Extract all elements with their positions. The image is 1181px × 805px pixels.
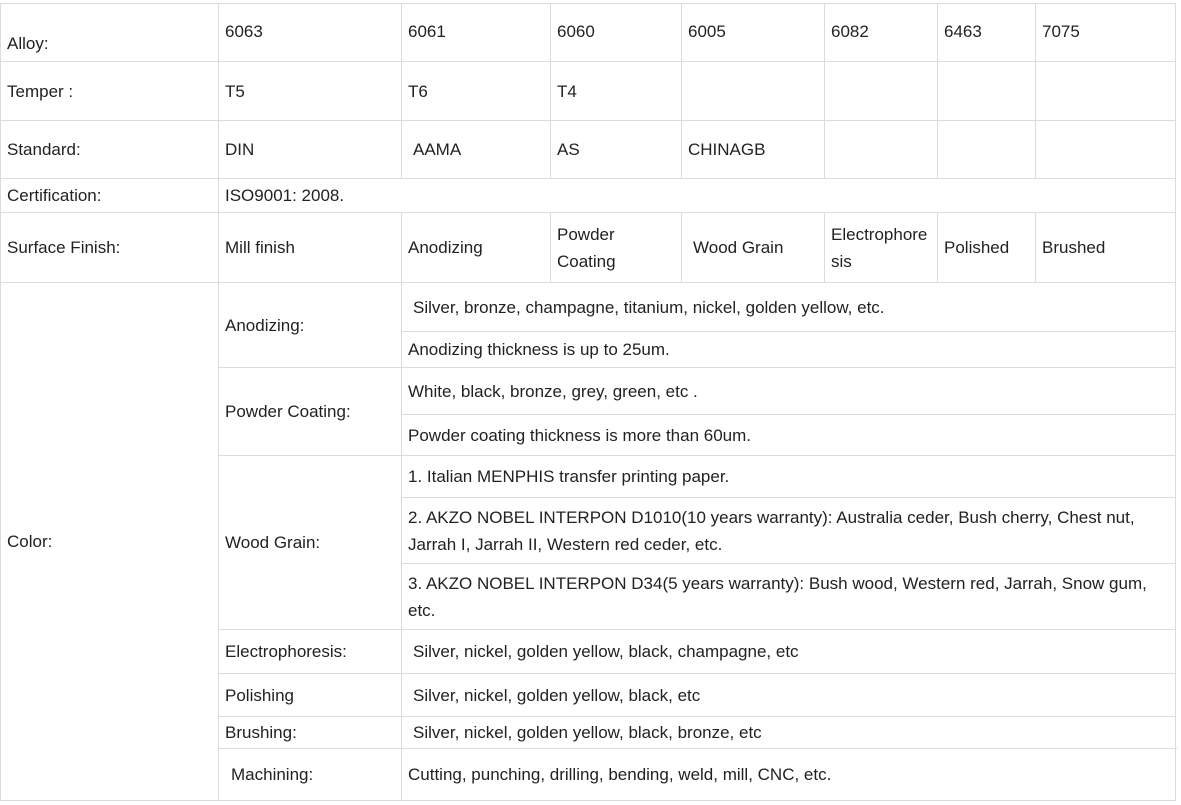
surface-finish-value: Powder Coating [551,213,682,283]
wood-grain-label: Wood Grain: [219,456,402,630]
powder-coating-thickness: Powder coating thickness is more than 60um. [402,415,1176,456]
polishing-label: Polishing [219,674,402,717]
anodizing-colors: Silver, bronze, champagne, titanium, nickel, golden yellow, etc. [402,283,1176,332]
temper-value: T5 [219,62,402,121]
polishing-value: Silver, nickel, golden yellow, black, etc [402,674,1176,717]
empty-cell [1036,121,1176,179]
standard-value: CHINAGB [682,121,825,179]
alloy-value: 6063 [219,4,402,62]
alloy-label: Alloy: [1,4,219,62]
certification-value: ISO9001: 2008. [219,179,1176,213]
temper-label: Temper : [1,62,219,121]
empty-cell [825,121,938,179]
color-label: Color: [1,283,219,801]
powder-coating-label: Powder Coating: [219,368,402,456]
color-anodizing-colors-row [1,283,1176,332]
standard-value: AS [551,121,682,179]
temper-row [1,62,1176,121]
surface-finish-label: Surface Finish: [1,213,219,283]
empty-cell [682,62,825,121]
alloy-value: 7075 [1036,4,1176,62]
surface-finish-value: Anodizing [402,213,551,283]
machining-label: Machining: [219,749,402,801]
alloy-value: 6061 [402,4,551,62]
brushing-value: Silver, nickel, golden yellow, black, bronze, etc [402,717,1176,749]
anodizing-label: Anodizing: [219,283,402,368]
wood-grain-item: 2. AKZO NOBEL INTERPON D1010(10 years warranty): Australia ceder, Bush cherry, Chest nut, Jarrah I, Jarrah II, Western red ceder, etc. [402,498,1176,564]
electrophoresis-label: Electrophoresis: [219,630,402,674]
alloy-value: 6463 [938,4,1036,62]
wood-grain-item: 1. Italian MENPHIS transfer printing paper. [402,456,1176,498]
standard-label: Standard: [1,121,219,179]
wood-grain-item: 3. AKZO NOBEL INTERPON D34(5 years warranty): Bush wood, Western red, Jarrah, Snow gum, etc. [402,564,1176,630]
surface-finish-value: Polished [938,213,1036,283]
brushing-label: Brushing: [219,717,402,749]
standard-value: AAMA [402,121,551,179]
surface-finish-value: Brushed [1036,213,1176,283]
alloy-value: 6082 [825,4,938,62]
surface-finish-value: Electrophoresis [825,213,938,283]
anodizing-thickness: Anodizing thickness is up to 25um. [402,332,1176,368]
surface-finish-value: Mill finish [219,213,402,283]
certification-label: Certification: [1,179,219,213]
standard-row [1,121,1176,179]
machining-value: Cutting, punching, drilling, bending, weld, mill, CNC, etc. [402,749,1176,801]
powder-coating-colors: White, black, bronze, grey, green, etc . [402,368,1176,415]
surface-finish-value: Wood Grain [682,213,825,283]
empty-cell [1036,62,1176,121]
standard-value: DIN [219,121,402,179]
temper-value: T6 [402,62,551,121]
temper-value: T4 [551,62,682,121]
alloy-value: 6005 [682,4,825,62]
alloy-row [1,4,1176,62]
spec-table [0,3,1176,801]
empty-cell [938,62,1036,121]
surface-finish-row [1,213,1176,283]
empty-cell [938,121,1036,179]
alloy-value: 6060 [551,4,682,62]
electrophoresis-value: Silver, nickel, golden yellow, black, champagne, etc [402,630,1176,674]
empty-cell [825,62,938,121]
certification-row [1,179,1176,213]
